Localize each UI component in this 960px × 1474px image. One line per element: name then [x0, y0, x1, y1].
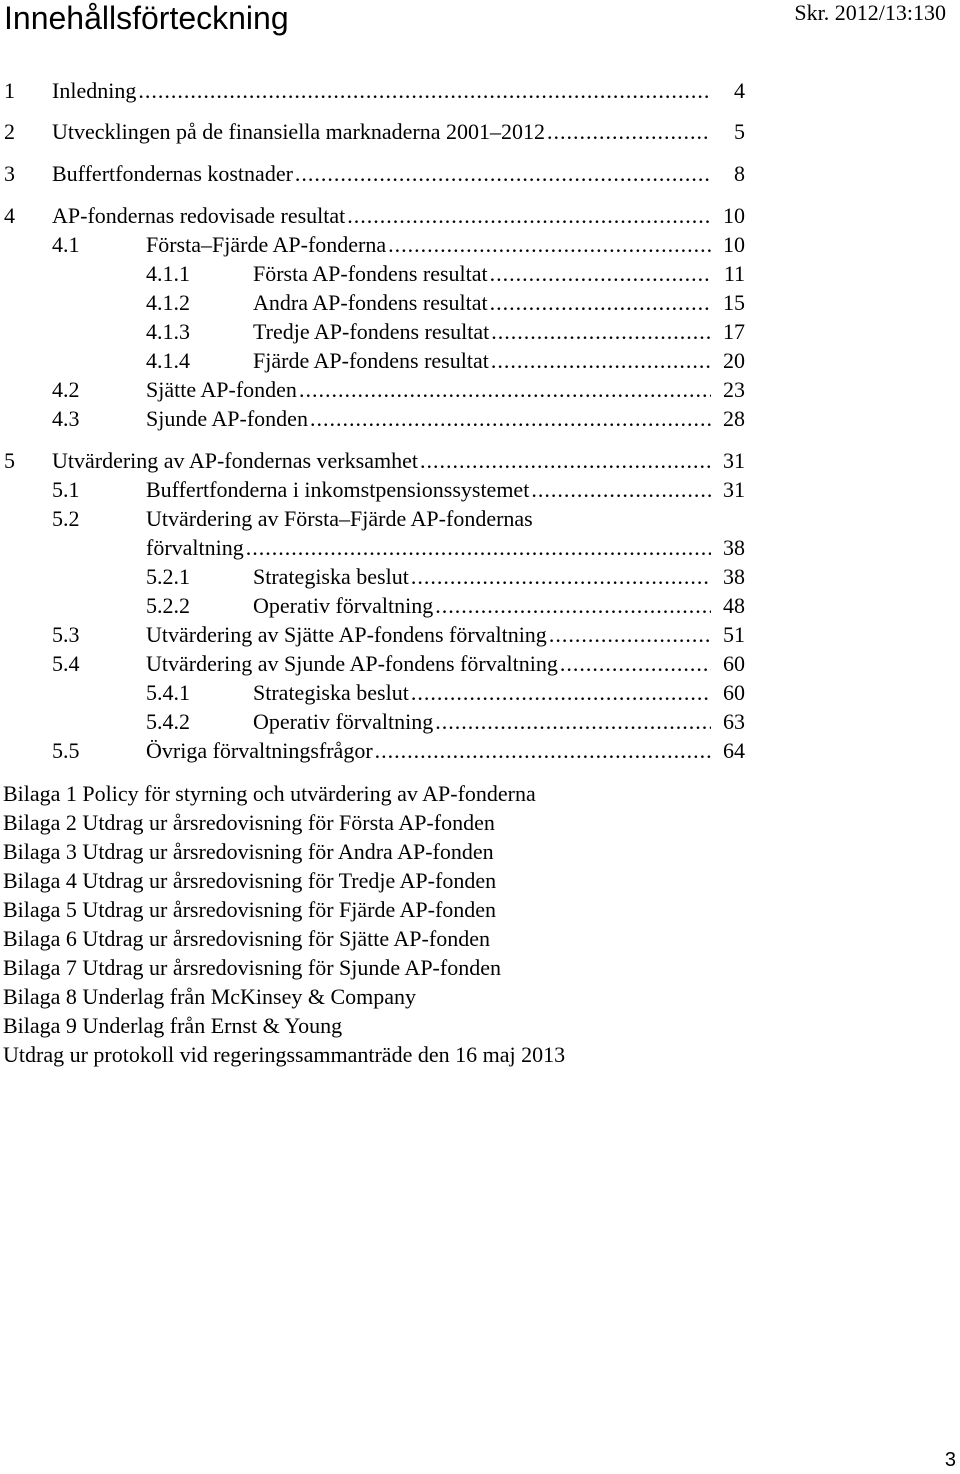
- toc-entry-title-text: Strategiska beslut: [253, 564, 409, 589]
- toc-leader-dots: [490, 288, 711, 317]
- toc-entry-number: 4: [4, 203, 15, 228]
- toc-entry-title-text: Andra AP-fondens resultat: [253, 290, 488, 315]
- toc-leader-dots: [435, 591, 711, 620]
- toc-entry-title: [253, 678, 711, 707]
- toc-entry[interactable]: [0, 117, 960, 146]
- toc-leader-dots: [420, 446, 711, 475]
- toc-entry-title-text: Sjunde AP-fonden: [146, 406, 308, 431]
- toc-entry-number: 5: [4, 448, 15, 473]
- appendix-item[interactable]: Bilaga 5 Utdrag ur årsredovisning för Fjärde AP-fonden: [3, 897, 497, 922]
- toc-entry-title-text: förvaltning: [146, 535, 244, 560]
- toc-entry-number: 3: [4, 161, 15, 186]
- toc-entry-page: 60: [723, 680, 745, 705]
- toc-entry-title-text: Operativ förvaltning: [253, 593, 434, 618]
- toc-entry-title: [146, 230, 711, 259]
- toc-entry-title: [253, 346, 711, 375]
- toc-leader-dots: [295, 159, 711, 188]
- toc-entry-page: 64: [723, 738, 745, 763]
- toc-entry-page: 28: [723, 406, 745, 431]
- toc-entry-page: 23: [723, 377, 745, 402]
- toc-entry-page: 48: [723, 593, 745, 618]
- toc-entry[interactable]: [0, 76, 960, 105]
- toc-entry-number: 4.1: [52, 232, 80, 257]
- toc-entry-title: [52, 201, 711, 230]
- toc-entry[interactable]: [0, 404, 960, 433]
- toc-entry-page: 63: [723, 709, 745, 734]
- toc-entry-page: 17: [723, 319, 745, 344]
- toc-entry-title: [146, 533, 711, 562]
- toc-leader-dots: [531, 475, 711, 504]
- toc-entry-title-text: Fjärde AP-fondens resultat: [253, 348, 489, 373]
- page-number: 3: [944, 1449, 956, 1471]
- toc-entry-title: [146, 736, 711, 765]
- toc-leader-dots: [549, 620, 711, 649]
- toc-entry-title-text: Sjätte AP-fonden: [146, 377, 297, 402]
- toc-entry-number: 5.4.1: [146, 680, 190, 705]
- toc-entry-number: 4.1.4: [146, 348, 190, 373]
- toc-entry-number: 5.4: [52, 651, 80, 676]
- toc-entry-number: 4.2: [52, 377, 80, 402]
- toc-entry-page: 38: [723, 564, 745, 589]
- toc-leader-dots: [347, 201, 711, 230]
- toc-entry[interactable]: [0, 678, 960, 707]
- toc-entry[interactable]: [0, 159, 960, 188]
- toc-entry-title: [146, 375, 711, 404]
- toc-leader-dots: [246, 533, 711, 562]
- toc-leader-dots: [435, 707, 711, 736]
- toc-entry-page: 10: [723, 203, 745, 228]
- page-title: Innehållsförteckning: [4, 0, 289, 36]
- appendix-item[interactable]: Bilaga 6 Utdrag ur årsredovisning för Sjätte AP-fonden: [3, 926, 490, 951]
- toc-entry-number: 4.1.2: [146, 290, 190, 315]
- toc-entry-title: [253, 591, 711, 620]
- toc-entry[interactable]: [0, 346, 960, 375]
- toc-entry[interactable]: [0, 201, 960, 230]
- toc-leader-dots: [138, 76, 711, 105]
- toc-entry-title-text: Inledning: [52, 78, 137, 103]
- appendix-item[interactable]: Bilaga 7 Utdrag ur årsredovisning för Sjunde AP-fonden: [3, 955, 501, 980]
- toc-leader-dots: [491, 346, 711, 375]
- toc-entry-title-line: Utvärdering av Första–Fjärde AP-fondernas: [146, 506, 533, 531]
- toc-entry-title: [52, 446, 711, 475]
- toc-entry-number: 2: [4, 119, 15, 144]
- toc-entry-title: [253, 562, 711, 591]
- toc-leader-dots: [375, 736, 711, 765]
- toc-entry-number: 5.2: [52, 506, 80, 531]
- toc-entry-title: [253, 317, 711, 346]
- toc-leader-dots: [560, 649, 711, 678]
- toc-leader-dots: [547, 117, 711, 146]
- toc-entry-title: [52, 117, 711, 146]
- toc-entry[interactable]: [0, 475, 960, 504]
- toc-leader-dots: [491, 317, 711, 346]
- appendix-item[interactable]: Bilaga 1 Policy för styrning och utvärdering av AP-fonderna: [3, 781, 536, 806]
- toc-entry-title: [253, 288, 711, 317]
- toc-entry-number: 4.1.1: [146, 261, 190, 286]
- toc-entry-page: 31: [723, 477, 745, 502]
- toc-entry-page: 4: [734, 78, 745, 103]
- toc-entry-number: 1: [4, 78, 15, 103]
- toc-entry-title-text: Strategiska beslut: [253, 680, 409, 705]
- toc-entry-page: 15: [723, 290, 745, 315]
- toc-entry[interactable]: [0, 375, 960, 404]
- toc-entry-title: [52, 159, 711, 188]
- toc-leader-dots: [411, 678, 711, 707]
- toc-entry-title: [146, 404, 711, 433]
- toc-entry-page: 8: [734, 161, 745, 186]
- toc-entry[interactable]: [0, 591, 960, 620]
- toc-leader-dots: [299, 375, 711, 404]
- appendix-item[interactable]: Bilaga 8 Underlag från McKinsey & Company: [3, 984, 417, 1009]
- toc-entry-title-text: Tredje AP-fondens resultat: [253, 319, 490, 344]
- toc-leader-dots: [388, 230, 711, 259]
- toc-entry-page: 11: [723, 261, 745, 286]
- toc-entry-title-text: Övriga förvaltningsfrågor: [146, 738, 373, 763]
- toc-leader-dots: [490, 259, 711, 288]
- toc-leader-dots: [310, 404, 711, 433]
- toc-entry-title: [146, 649, 711, 678]
- toc-entry-page: 20: [723, 348, 745, 373]
- appendix-item[interactable]: Bilaga 4 Utdrag ur årsredovisning för Tredje AP-fonden: [3, 868, 497, 893]
- toc-entry-title: [253, 707, 711, 736]
- toc-entry-page: 60: [723, 651, 745, 676]
- toc-leader-dots: [411, 562, 711, 591]
- appendix-item[interactable]: Bilaga 3 Utdrag ur årsredovisning för Andra AP-fonden: [3, 839, 494, 864]
- toc-entry-number: 5.4.2: [146, 709, 190, 734]
- toc-entry-page: 5: [734, 119, 745, 144]
- toc-entry-title-text: Buffertfondernas kostnader: [52, 161, 293, 186]
- toc-entry-title-text: Första–Fjärde AP-fonderna: [146, 232, 387, 257]
- toc-entry-page: 31: [723, 448, 745, 473]
- toc-entry-title-text: AP-fondernas redovisade resultat: [52, 203, 346, 228]
- toc-entry-title-text: Buffertfonderna i inkomstpensionssystemet: [146, 477, 530, 502]
- toc-entry[interactable]: [0, 446, 960, 475]
- toc-entry-number: 4.3: [52, 406, 80, 431]
- toc-entry-title-text: Utvärdering av AP-fondernas verksamhet: [52, 448, 418, 473]
- toc-entry-page: 38: [723, 535, 745, 560]
- toc-entry[interactable]: [0, 533, 960, 562]
- appendix-item[interactable]: Bilaga 9 Underlag från Ernst & Young: [3, 1013, 343, 1038]
- toc-entry[interactable]: [0, 317, 960, 346]
- toc-entry-title-text: Utvärdering av Sjätte AP-fondens förvaltning: [146, 622, 547, 647]
- toc-entry-number: 4.1.3: [146, 319, 190, 344]
- appendix-item[interactable]: Bilaga 2 Utdrag ur årsredovisning för Första AP-fonden: [3, 810, 495, 835]
- document-reference: Skr. 2012/13:130: [794, 0, 946, 25]
- toc-entry-number: 5.3: [52, 622, 80, 647]
- toc-entry-title-text: Utvecklingen på de finansiella marknaderna 2001–2012: [52, 119, 546, 144]
- toc-entry-number: 5.2.1: [146, 564, 190, 589]
- toc-entry[interactable]: [0, 736, 960, 765]
- toc-entry-title-text: Första AP-fondens resultat: [253, 261, 488, 286]
- toc-entry[interactable]: [0, 707, 960, 736]
- appendix-item[interactable]: Utdrag ur protokoll vid regeringssammanträde den 16 maj 2013: [3, 1042, 566, 1067]
- toc-entry-title: [146, 620, 711, 649]
- toc-entry[interactable]: [0, 649, 960, 678]
- toc-entry-title-text: Utvärdering av Sjunde AP-fondens förvaltning: [146, 651, 558, 676]
- toc-entry-number: 5.2.2: [146, 593, 190, 618]
- toc-entry[interactable]: [0, 562, 960, 591]
- toc-entry-number: 5.5: [52, 738, 80, 763]
- toc-entry-page: 51: [723, 622, 745, 647]
- toc-entry[interactable]: [0, 288, 960, 317]
- toc-entry-title: [146, 475, 711, 504]
- toc-entry-number: 5.1: [52, 477, 80, 502]
- toc-entry-continued: [0, 504, 960, 533]
- toc-entry-title: [52, 76, 711, 105]
- toc-entry[interactable]: [0, 259, 960, 288]
- toc-entry[interactable]: [0, 620, 960, 649]
- toc-entry-title-text: Operativ förvaltning: [253, 709, 434, 734]
- toc-entry-title: [253, 259, 711, 288]
- toc-entry-page: 10: [723, 232, 745, 257]
- toc-entry[interactable]: [0, 230, 960, 259]
